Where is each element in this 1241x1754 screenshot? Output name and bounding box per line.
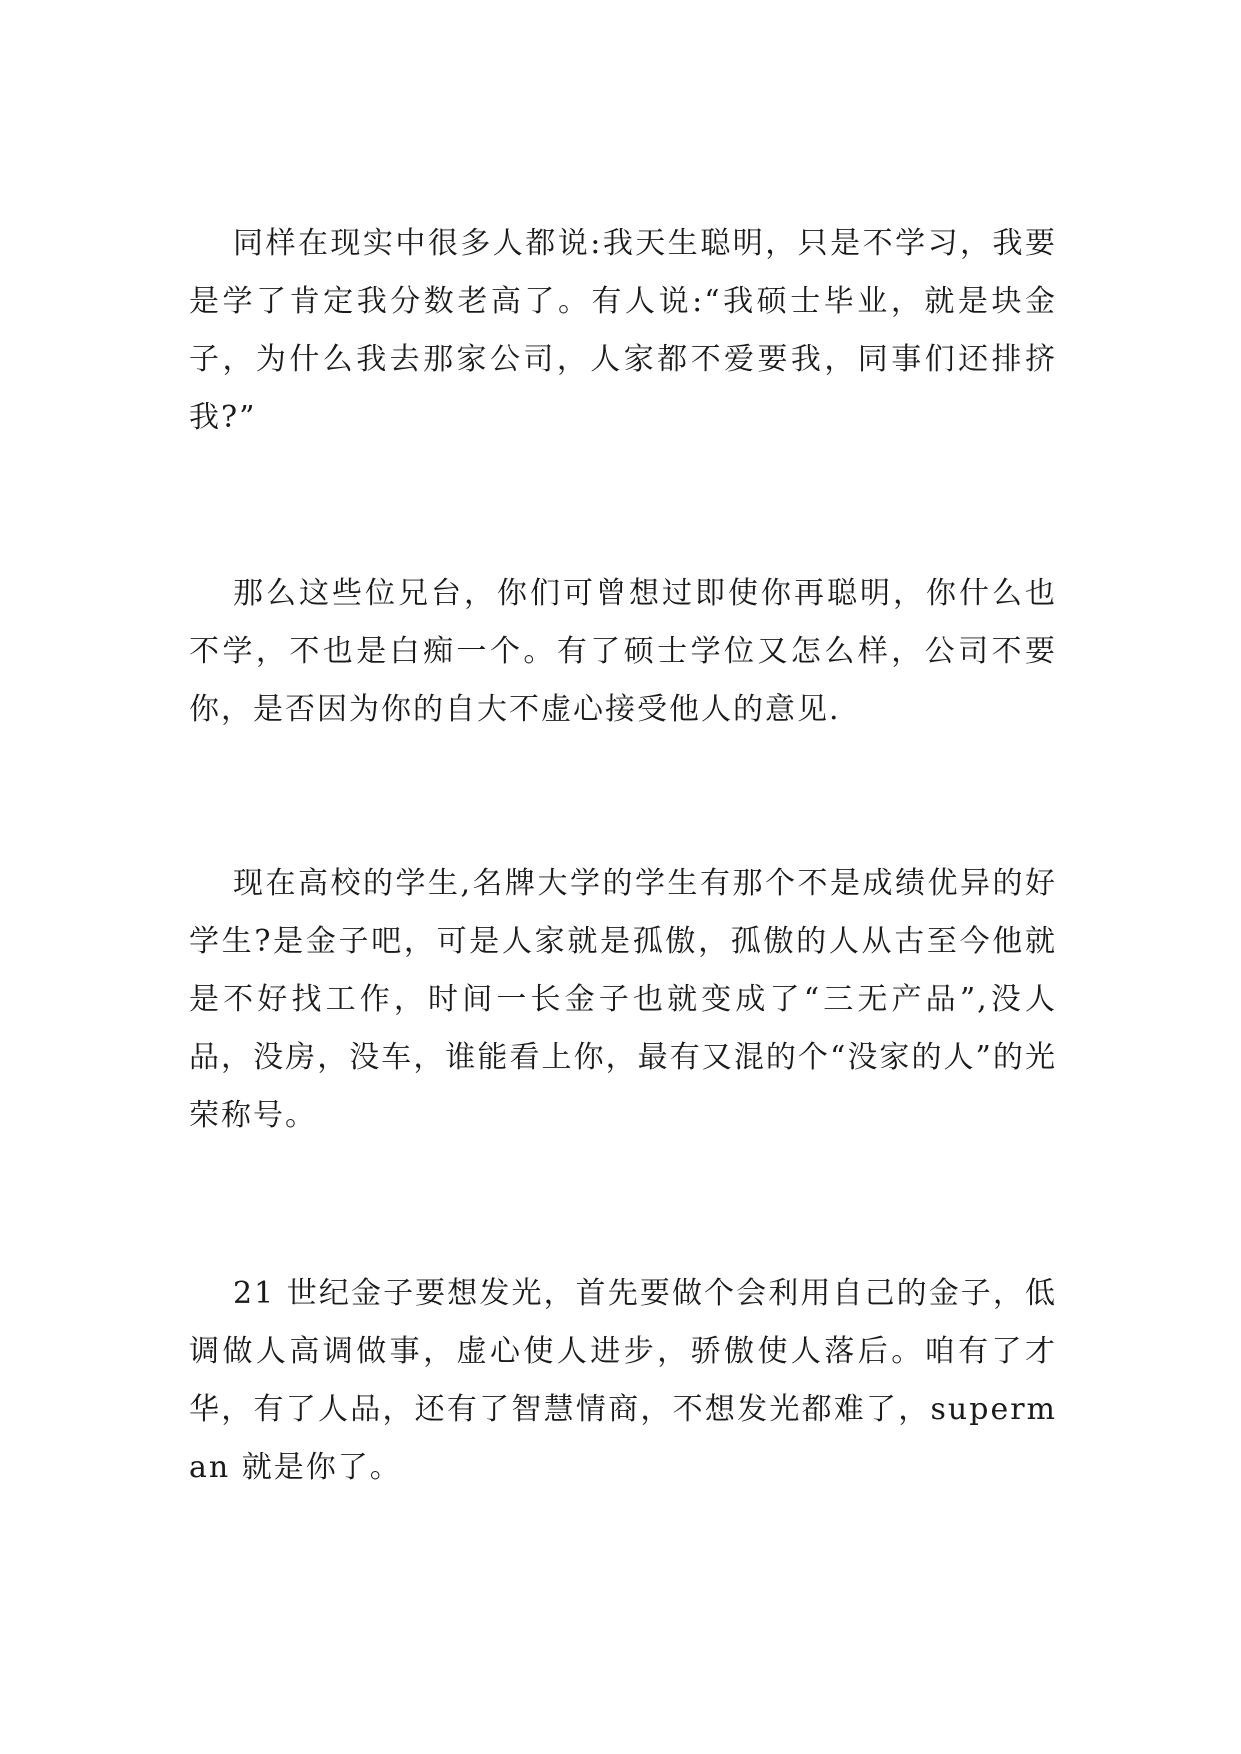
paragraph-1: 同样在现实中很多人都说:我天生聪明，只是不学习，我要是学了肯定我分数老高了。有人说:“我硕士毕业，就是块金子，为什么我去那家公司，人家都不爱要我，同事们还排挤我?” bbox=[189, 226, 1057, 435]
paragraph-4: 21 世纪金子要想发光，首先要做个会利用自己的金子，低调做人高调做事，虚心使人进步，骄傲使人落后。咱有了才华，有了人品，还有了智慧情商，不想发光都难了，superman 就是你了。 bbox=[189, 1276, 1057, 1485]
paragraph-2: 那么这些位兄台，你们可曾想过即使你再聪明，你什么也不学，不也是白痴一个。有了硕士学位又怎么样，公司不要你，是否因为你的自大不虚心接受他人的意见. bbox=[189, 576, 1057, 727]
paragraph-3: 现在高校的学生,名牌大学的学生有那个不是成绩优异的好学生?是金子吧，可是人家就是孤傲，孤傲的人从古至今他就是不好找工作，时间一长金子也就变成了“三无产品”,没人品，没房，没车，谁能看上你，最有又混的个“没家的人”的光荣称号。 bbox=[189, 866, 1057, 1133]
